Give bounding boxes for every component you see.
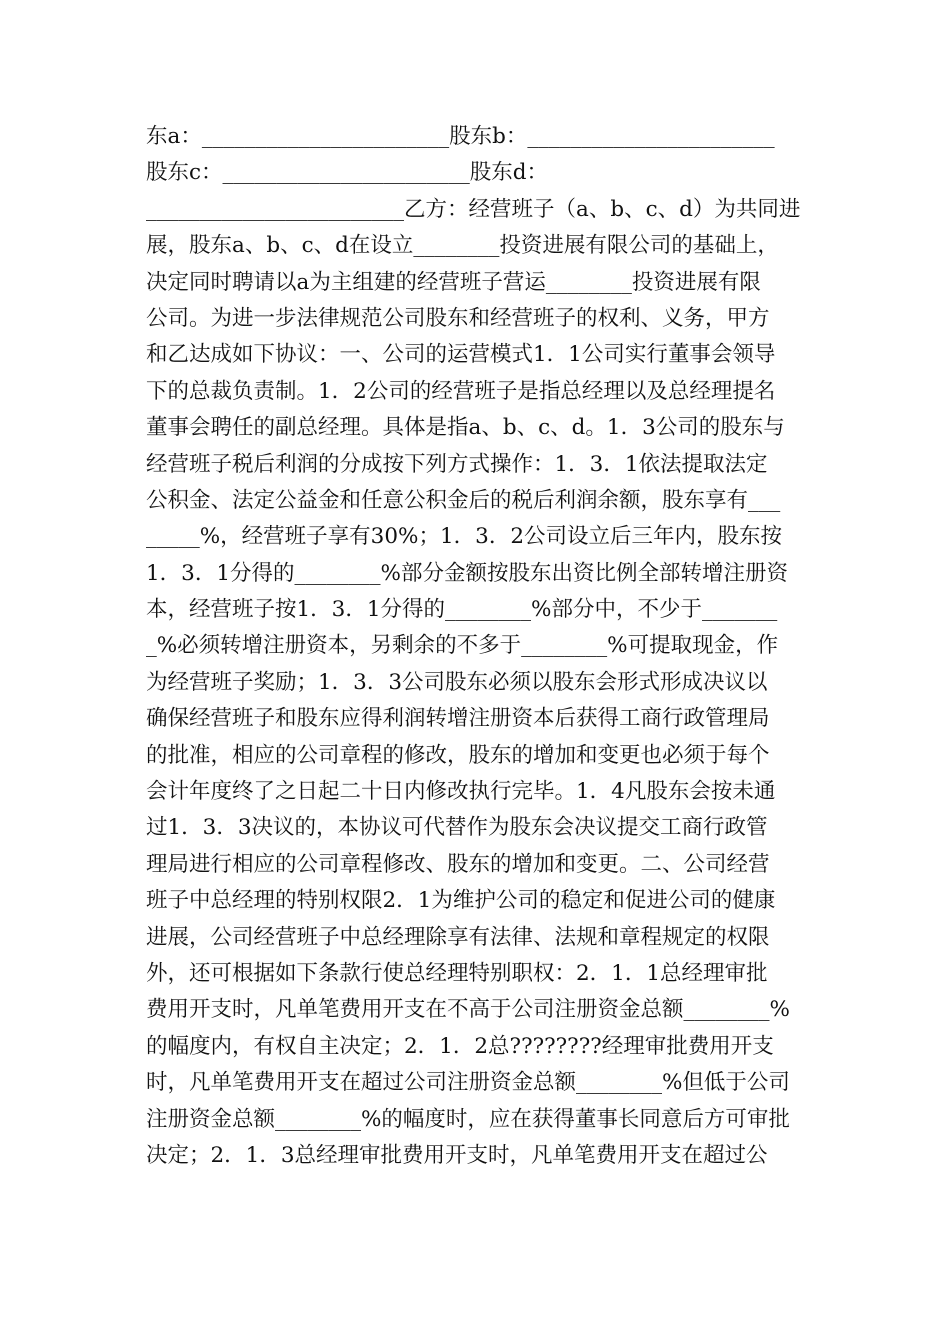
text-line: 注册资金总额________%的幅度时，应在获得董事长同意后方可审批 bbox=[146, 1106, 790, 1132]
text-line: 股东c：_______________________股东d： bbox=[146, 160, 549, 186]
text-line: 过1．3．3决议的，本协议可代替作为股东会决议提交工商行政管 bbox=[146, 815, 768, 841]
text-line: 确保经营班子和股东应得利润转增注册资本后获得工商行政管理局 bbox=[146, 706, 770, 732]
text-line: 费用开支时，凡单笔费用开支在不高于公司注册资金总额________% bbox=[146, 997, 790, 1023]
text-line: 的幅度内，有权自主决定；2．1．2总????????经理审批费用开支 bbox=[146, 1033, 774, 1059]
text-line: 公司。为进一步法律规范公司股东和经营班子的权利、义务，甲方 bbox=[146, 305, 770, 331]
text-line: 公积金、法定公益金和任意公积金后的税后利润余额，股东享有___ bbox=[146, 487, 781, 513]
text-line: 决定；2．1．3总经理审批费用开支时，凡单笔费用开支在超过公 bbox=[146, 1142, 768, 1168]
text-line: 会计年度终了之日起二十日内修改执行完毕。1．4凡股东会按未通 bbox=[146, 779, 776, 805]
agreement-body-text bbox=[146, 119, 808, 1174]
text-line: _%必须转增注册资本，另剩余的不多于________%可提取现金，作 bbox=[146, 633, 779, 659]
text-line: 东a：_______________________股东b：_______________________ bbox=[146, 124, 775, 149]
text-line: 本，经营班子按1．3．1分得的________%部分中，不少于_______ bbox=[146, 597, 778, 623]
text-line: 和乙达成如下协议：一、公司的运营模式1．1公司实行董事会领导 bbox=[146, 342, 776, 368]
text-line: 为经营班子奖励；1．3．3公司股东必须以股东会形式形成决议以 bbox=[146, 669, 768, 695]
text-line: 决定同时聘请以a为主组建的经营班子营运________投资进展有限 bbox=[146, 269, 761, 295]
text-line: 外，还可根据如下条款行使总经理特别职权：2．1．1总经理审批 bbox=[146, 960, 768, 986]
text-line: 展，股东a、b、c、d在设立________投资进展有限公司的基础上， bbox=[146, 233, 779, 259]
text-line: 进展，公司经营班子中总经理除享有法律、法规和章程规定的权限 bbox=[146, 924, 770, 950]
text-line: 的批准，相应的公司章程的修改，股东的增加和变更也必须于每个 bbox=[146, 742, 770, 768]
text-line: 经营班子税后利润的分成按下列方式操作：1．3．1依法提取法定 bbox=[146, 451, 768, 477]
text-line: 时，凡单笔费用开支在超过公司注册资金总额________%但低于公司 bbox=[146, 1070, 790, 1096]
text-line: ________________________乙方：经营班子（a、b、c、d）为共同进 bbox=[146, 196, 801, 222]
text-line: 下的总裁负责制。1．2公司的经营班子是指总经理以及总经理提名 bbox=[146, 378, 776, 404]
text-line: 董事会聘任的副总经理。具体是指a、b、c、d。1．3公司的股东与 bbox=[146, 415, 785, 441]
text-line: 班子中总经理的特别权限2．1为维护公司的稳定和促进公司的健康 bbox=[146, 888, 776, 914]
text-line: 理局进行相应的公司章程修改、股东的增加和变更。二、公司经营 bbox=[146, 851, 770, 877]
text-line: _____%，经营班子享有30%；1．3．2公司设立后三年内，股东按 bbox=[146, 524, 783, 550]
text-line: 1．3．1分得的________%部分金额按股东出资比例全部转增注册资 bbox=[146, 560, 788, 586]
